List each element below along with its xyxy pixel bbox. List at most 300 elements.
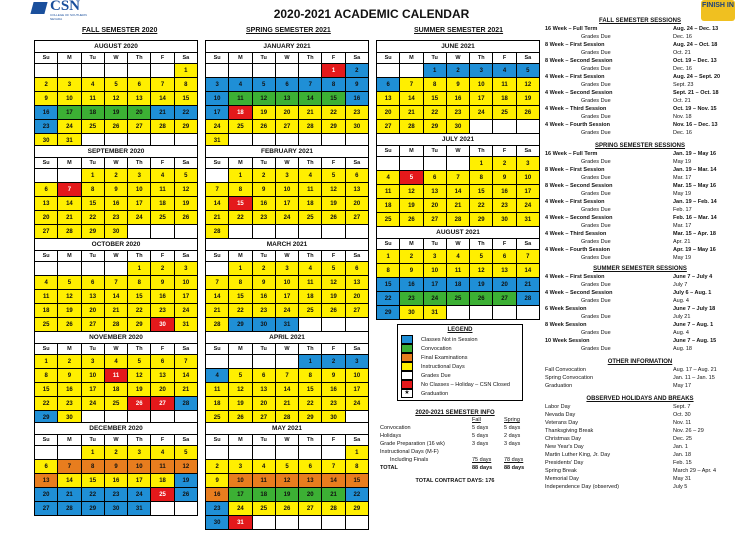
day-cell [423, 157, 446, 171]
session-row [545, 475, 735, 483]
day-cell: 4 [104, 355, 127, 369]
day-cell: 15 [345, 474, 368, 488]
day-cell: 25 [229, 120, 252, 134]
day-cell: 31 [229, 516, 252, 530]
day-cell: 13 [275, 92, 298, 106]
semester-info-cell: 5 days [472, 425, 489, 431]
day-cell [206, 355, 229, 369]
day-cell: 4 [299, 169, 322, 183]
day-cell: 3 [423, 250, 446, 264]
day-cell: 2 [151, 262, 174, 276]
day-cell: 18 [377, 199, 400, 213]
day-cell [299, 318, 322, 332]
day-cell: 18 [252, 488, 275, 502]
day-cell: 15 [377, 278, 400, 292]
day-cell: 17 [423, 278, 446, 292]
day-cell: 17 [206, 106, 229, 120]
month-name: JUNE 2021 [376, 40, 540, 52]
month-calendar [376, 133, 540, 227]
weekday-header: F [322, 344, 345, 355]
weekday-header: F [322, 435, 345, 446]
day-cell: 2 [345, 64, 368, 78]
day-cell: 24 [128, 211, 151, 225]
session-label: 4 Week – Second Session [545, 290, 613, 296]
weekday-header: Th [470, 239, 493, 250]
day-cell: 8 [470, 171, 493, 185]
day-cell: 1 [345, 446, 368, 460]
session-date: Aug. 18 [673, 346, 692, 352]
day-cell: 23 [446, 106, 469, 120]
day-cell: 14 [151, 92, 174, 106]
day-cell: 14 [322, 474, 345, 488]
month-grid [205, 250, 369, 332]
legend-item [401, 344, 519, 353]
summer-semester-heading: SUMMER SEMESTER 2021 [414, 27, 504, 34]
day-cell: 15 [470, 185, 493, 199]
day-cell: 9 [151, 276, 174, 290]
day-cell: 21 [446, 199, 469, 213]
month-grid [34, 343, 198, 425]
day-cell: 28 [206, 318, 229, 332]
weekday-header: Sa [345, 344, 368, 355]
day-cell [345, 318, 368, 332]
day-cell: 21 [322, 488, 345, 502]
session-date: May 19 [673, 255, 692, 261]
day-cell: 11 [299, 183, 322, 197]
session-date: July 6 – Aug. 1 [673, 290, 712, 296]
weekday-header: Sa [516, 146, 539, 157]
semester-info-cell: 88 days [472, 465, 493, 471]
day-cell: 17 [516, 185, 539, 199]
day-cell: 16 [35, 106, 58, 120]
day-cell: 6 [423, 171, 446, 185]
legend-item [401, 362, 519, 371]
session-row [545, 459, 735, 467]
day-cell: 29 [299, 411, 322, 425]
month-grid [34, 52, 198, 148]
day-cell: 25 [446, 292, 469, 306]
session-label: Spring Convocation [545, 375, 594, 381]
session-label: Martin Luther King, Jr. Day [545, 452, 611, 458]
day-cell [58, 262, 81, 276]
session-date: June 7 – July 18 [673, 306, 716, 312]
day-cell: 14 [299, 92, 322, 106]
day-cell: 25 [151, 488, 174, 502]
day-cell: 19 [275, 488, 298, 502]
session-date: Jan. 19 – May 16 [673, 151, 717, 157]
session-date: Nov. 18 [673, 114, 692, 120]
session-date: May 19 [673, 191, 692, 197]
day-cell: 16 [206, 488, 229, 502]
day-cell: 7 [151, 78, 174, 92]
day-cell: 7 [58, 460, 81, 474]
day-cell: 16 [104, 197, 127, 211]
day-cell: 13 [345, 183, 368, 197]
day-cell: 13 [299, 474, 322, 488]
session-date: Dec. 16 [673, 130, 692, 136]
weekday-header: Su [206, 158, 229, 169]
day-cell: 12 [275, 474, 298, 488]
day-cell: 22 [345, 488, 368, 502]
session-date: Mar. 17 [673, 175, 692, 181]
day-cell: 30 [252, 318, 275, 332]
session-row [545, 222, 735, 230]
day-cell: 6 [345, 169, 368, 183]
month-grid [34, 157, 198, 239]
day-cell: 27 [35, 225, 58, 239]
day-cell: 16 [151, 290, 174, 304]
legend-swatch [401, 335, 413, 344]
col-fall: Fall [472, 417, 481, 423]
month-grid [34, 434, 198, 516]
day-cell: 10 [58, 92, 81, 106]
day-cell: 16 [345, 92, 368, 106]
weekday-header: Tu [81, 53, 104, 64]
day-cell [35, 64, 58, 78]
day-cell: 9 [322, 369, 345, 383]
semester-info-cell [472, 448, 504, 456]
session-date: July 5 [673, 484, 688, 490]
day-cell: 22 [229, 211, 252, 225]
weekday-header: Su [377, 146, 400, 157]
day-cell: 23 [493, 199, 516, 213]
weekday-header: Su [377, 239, 400, 250]
session-row [545, 281, 735, 289]
weekday-header: M [58, 251, 81, 262]
day-cell: 6 [299, 460, 322, 474]
fall-semester-heading: FALL SEMESTER 2020 [82, 27, 158, 34]
weekday-header: F [493, 239, 516, 250]
month-calendar [34, 238, 198, 332]
day-cell [252, 516, 275, 530]
legend-label: Convocation [421, 345, 452, 352]
weekday-header: M [58, 53, 81, 64]
semester-info-cell: Including Finals [390, 457, 429, 463]
weekday-header: W [104, 344, 127, 355]
weekday-header: Sa [345, 435, 368, 446]
weekday-header: M [229, 435, 252, 446]
day-cell [275, 225, 298, 239]
weekday-header: Th [470, 146, 493, 157]
session-label: Spring Break [545, 468, 577, 474]
session-row [545, 97, 735, 105]
day-cell: 5 [128, 355, 151, 369]
day-cell [345, 225, 368, 239]
semester-info-row [380, 464, 530, 472]
day-cell: 18 [151, 197, 174, 211]
session-label: 4 Week – Third Session [545, 231, 607, 237]
month-calendar [205, 238, 369, 332]
day-cell: 5 [516, 64, 539, 78]
session-label: Grades Due [581, 50, 611, 56]
day-cell [322, 225, 345, 239]
day-cell: 17 [345, 383, 368, 397]
spring-semester-heading: SPRING SEMESTER 2021 [246, 27, 331, 34]
session-row [545, 81, 735, 89]
day-cell: 12 [128, 369, 151, 383]
session-label: Presidents' Day [545, 460, 584, 466]
day-cell: 20 [423, 199, 446, 213]
weekday-header: Sa [174, 344, 197, 355]
day-cell: 8 [81, 183, 104, 197]
day-cell: 22 [299, 397, 322, 411]
day-cell: 3 [516, 157, 539, 171]
day-cell [252, 446, 275, 460]
day-cell [275, 64, 298, 78]
day-cell [516, 306, 539, 320]
day-cell: 31 [423, 306, 446, 320]
day-cell: 15 [174, 92, 197, 106]
weekday-header: Sa [174, 251, 197, 262]
day-cell: 25 [252, 502, 275, 516]
session-label: 4 Week – First Session [545, 199, 605, 205]
day-cell: 19 [174, 197, 197, 211]
session-label: 10 Week Session [545, 338, 590, 344]
day-cell: 2 [35, 78, 58, 92]
session-label: Grades Due [581, 298, 611, 304]
session-label: 4 Week – First Session [545, 274, 605, 280]
weekday-header: M [229, 158, 252, 169]
legend-item [401, 380, 519, 389]
day-cell: 6 [35, 183, 58, 197]
day-cell: 22 [470, 199, 493, 213]
day-cell: 14 [206, 197, 229, 211]
day-cell [252, 355, 275, 369]
session-date: Dec. 25 [673, 436, 692, 442]
session-label: Labor Day [545, 404, 571, 410]
day-cell: 4 [35, 276, 58, 290]
day-cell: 6 [275, 78, 298, 92]
day-cell: 12 [516, 78, 539, 92]
day-cell: 21 [206, 211, 229, 225]
session-date: Sept. 7 [673, 404, 691, 410]
day-cell [229, 446, 252, 460]
month-calendar [34, 331, 198, 425]
weekday-header: M [58, 158, 81, 169]
day-cell: 4 [446, 250, 469, 264]
day-cell: 8 [322, 78, 345, 92]
day-cell: 8 [423, 78, 446, 92]
day-cell: 7 [206, 276, 229, 290]
session-label: 8 Week – Second Session [545, 58, 613, 64]
day-cell: 1 [81, 169, 104, 183]
day-cell: 30 [206, 516, 229, 530]
weekday-header: W [446, 239, 469, 250]
session-label: 4 Week – Second Session [545, 215, 613, 221]
session-date: Mar. 15 – May 16 [673, 183, 717, 189]
day-cell: 7 [174, 355, 197, 369]
day-cell: 14 [58, 474, 81, 488]
day-cell: 16 [446, 92, 469, 106]
day-cell: 24 [470, 106, 493, 120]
weekday-header: Tu [252, 344, 275, 355]
semester-info-row [380, 440, 530, 448]
day-cell: 8 [377, 264, 400, 278]
session-row [545, 89, 735, 97]
session-row [545, 403, 735, 411]
session-date: Aug. 4 [673, 298, 689, 304]
session-row [545, 158, 735, 166]
weekday-header: Su [377, 53, 400, 64]
day-cell: 19 [58, 304, 81, 318]
day-cell: 4 [151, 446, 174, 460]
day-cell: 5 [229, 369, 252, 383]
day-cell: 8 [229, 183, 252, 197]
month-name: MAY 2021 [205, 422, 369, 434]
day-cell: 6 [377, 78, 400, 92]
session-label: 4 Week – Third Session [545, 106, 607, 112]
day-cell: 25 [493, 106, 516, 120]
semester-info [380, 410, 530, 484]
weekday-header: Th [299, 435, 322, 446]
session-row [545, 206, 735, 214]
day-cell: 30 [35, 134, 58, 148]
session-label: Grades Due [581, 175, 611, 181]
session-row [545, 105, 735, 113]
session-row [545, 427, 735, 435]
day-cell: 4 [151, 169, 174, 183]
day-cell: 26 [104, 120, 127, 134]
day-cell: 9 [35, 92, 58, 106]
weekday-header: W [446, 53, 469, 64]
day-cell: 21 [400, 106, 423, 120]
day-cell [446, 157, 469, 171]
day-cell [128, 225, 151, 239]
day-cell: 22 [81, 488, 104, 502]
day-cell: 4 [252, 460, 275, 474]
session-row [545, 411, 735, 419]
weekday-header: Su [206, 344, 229, 355]
semester-info-row [380, 456, 530, 464]
weekday-header: Tu [252, 435, 275, 446]
session-label: Nevada Day [545, 412, 576, 418]
weekday-header: W [275, 158, 298, 169]
day-cell: 17 [81, 383, 104, 397]
day-cell: 6 [81, 276, 104, 290]
day-cell: 18 [299, 290, 322, 304]
semester-info-cell: 5 days [504, 425, 521, 431]
weekday-header: M [58, 435, 81, 446]
day-cell: 11 [377, 185, 400, 199]
section-title: OTHER INFORMATION [607, 359, 673, 365]
day-cell: 3 [128, 169, 151, 183]
day-cell: 19 [516, 92, 539, 106]
day-cell: 7 [446, 171, 469, 185]
session-label: Veterans Day [545, 420, 579, 426]
session-date: Jan. 1 [673, 444, 688, 450]
day-cell: 14 [275, 383, 298, 397]
session-label: Christmas Day [545, 436, 582, 442]
day-cell: 31 [275, 318, 298, 332]
day-cell: 27 [345, 304, 368, 318]
day-cell: 23 [35, 120, 58, 134]
day-cell: 8 [128, 276, 151, 290]
session-row [545, 289, 735, 297]
session-row [545, 182, 735, 190]
day-cell: 24 [345, 397, 368, 411]
session-label: Grades Due [581, 282, 611, 288]
weekday-header: W [104, 435, 127, 446]
day-cell: 28 [322, 502, 345, 516]
day-cell [229, 64, 252, 78]
day-cell [275, 516, 298, 530]
col-spring: Spring [504, 417, 520, 423]
day-cell: 13 [35, 197, 58, 211]
session-date: Mar. 17 [673, 223, 692, 229]
session-date: June 7 – Aug. 1 [673, 322, 714, 328]
day-cell: 2 [322, 355, 345, 369]
day-cell: 30 [400, 306, 423, 320]
day-cell: 10 [174, 276, 197, 290]
day-cell: 1 [299, 355, 322, 369]
session-row [545, 121, 735, 129]
day-cell [275, 355, 298, 369]
day-cell [322, 516, 345, 530]
weekday-header: Sa [174, 158, 197, 169]
day-cell: 17 [470, 92, 493, 106]
day-cell: 27 [275, 120, 298, 134]
weekday-header: M [400, 239, 423, 250]
day-cell: 2 [446, 64, 469, 78]
day-cell: 24 [81, 397, 104, 411]
weekday-header: Su [35, 53, 58, 64]
day-cell [377, 64, 400, 78]
day-cell [81, 64, 104, 78]
day-cell: 12 [252, 92, 275, 106]
day-cell [58, 169, 81, 183]
session-date: Mar. 15 – Apr. 18 [673, 231, 716, 237]
month-name: DECEMBER 2020 [34, 422, 198, 434]
day-cell: 30 [104, 502, 127, 516]
session-label: Fall Convocation [545, 367, 586, 373]
day-cell: 12 [174, 460, 197, 474]
day-cell: 10 [81, 369, 104, 383]
day-cell: 13 [128, 92, 151, 106]
day-cell: 6 [345, 262, 368, 276]
session-row [545, 238, 735, 246]
month-calendar [376, 226, 540, 320]
day-cell: 21 [58, 211, 81, 225]
total-contract-days: TOTAL CONTRACT DAYS: 176 [415, 478, 495, 484]
day-cell: 20 [345, 290, 368, 304]
day-cell: 25 [299, 304, 322, 318]
day-cell: 18 [104, 383, 127, 397]
legend-label: No Classes – Holiday – CSN Closed [421, 381, 510, 388]
day-cell: 31 [174, 318, 197, 332]
session-label: Grades Due [581, 114, 611, 120]
month-calendar [34, 145, 198, 239]
weekday-header: Th [128, 251, 151, 262]
month-grid [205, 157, 369, 239]
session-row [545, 337, 735, 345]
day-cell: 18 [35, 304, 58, 318]
day-cell: 22 [174, 106, 197, 120]
day-cell: 27 [151, 397, 174, 411]
weekday-header: W [104, 53, 127, 64]
session-date: Apr. 19 – May 16 [673, 247, 716, 253]
day-cell: 11 [151, 460, 174, 474]
day-cell: 2 [252, 169, 275, 183]
weekday-header: F [151, 344, 174, 355]
session-label: New Year's Day [545, 444, 584, 450]
day-cell: 14 [400, 92, 423, 106]
day-cell: 2 [252, 262, 275, 276]
semester-info-cell: 75 days [472, 457, 492, 463]
month-name: NOVEMBER 2020 [34, 331, 198, 343]
day-cell: 23 [104, 211, 127, 225]
day-cell [377, 157, 400, 171]
month-calendar [205, 145, 369, 239]
